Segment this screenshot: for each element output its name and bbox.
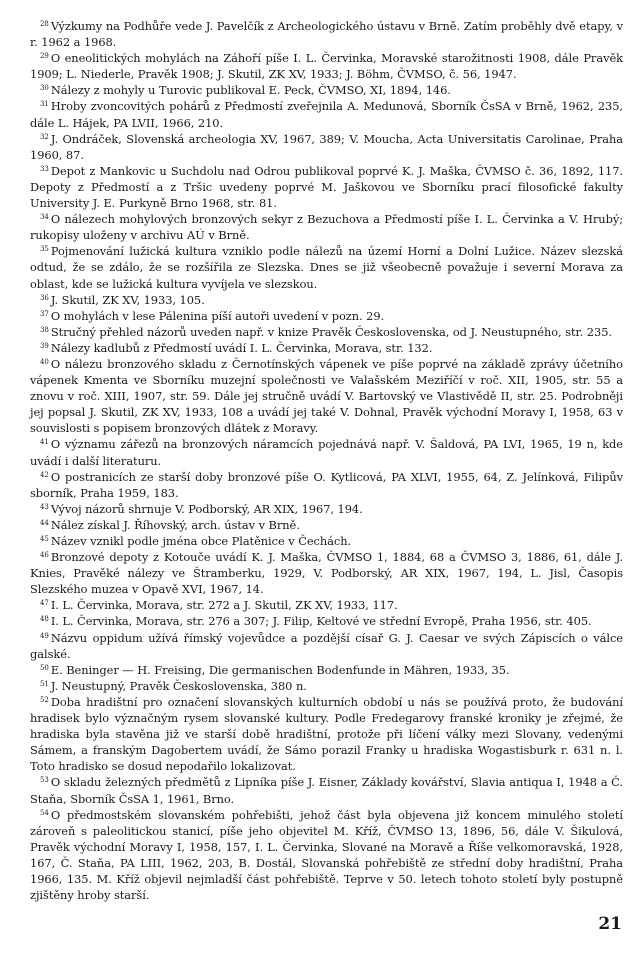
footnote-text: O významu zářezů na bronzových náramcích pojednává např. V. Šaldová, PA LVI, 1965, 19 n, kde uvádí i další literaturu. (30, 437, 623, 468)
footnote-text: O eneolitických mohylách na Záhoří píše I. L. Červinka, Moravské starožitnosti 1908, dále Pravěk 1909; L. Niederle, Pravěk 1908; J. Skutil, ZK XV, 1933; J. Böhm, ČVMSO, č. 56, 1947. (30, 51, 623, 82)
footnote-number: 52 (40, 695, 49, 704)
footnote-53 (30, 774, 623, 806)
footnote-number: 38 (40, 325, 49, 334)
footnote-text: J. Ondráček, Slovenská archeologia XV, 1967, 389; V. Moucha, Acta Universitatis Carolinae, Praha 1960, 87. (30, 131, 623, 162)
footnote-number: 42 (40, 470, 49, 479)
footnote-text: O mohylách v lese Pálenina píší autoři uvedení v pozn. 29. (50, 308, 385, 323)
footnote-number: 44 (40, 518, 49, 527)
page-number: 21 (598, 914, 622, 934)
footnote-text: Výzkumy na Podhůře vede J. Pavelčík z Archeologického ústavu v Brně. Zatím proběhly dvě etapy, v r. 1962 a 1968. (30, 19, 623, 50)
footnote-47 (30, 597, 623, 613)
footnote-51 (30, 678, 623, 694)
footnote-text: J. Neustupný, Pravěk Československa, 380 n. (50, 678, 307, 693)
footnote-text: Názvu oppidum užívá římský vojevůdce a pozdější císař G. J. Caesar ve svých Zápiscích o válce galské. (30, 630, 623, 661)
footnote-text: Nálezy kadlubů z Předmostí uvádí I. L. Červinka, Morava, str. 132. (50, 340, 433, 355)
footnote-number: 37 (40, 309, 49, 318)
footnote-41 (30, 436, 623, 468)
footnote-text: Nález získal J. Říhovský, arch. ústav v Brně. (50, 517, 300, 532)
footnote-text: Vývoj názorů shrnuje V. Podborský, AR XIX, 1967, 194. (50, 501, 363, 516)
footnote-35 (30, 243, 623, 291)
footnote-number: 46 (40, 551, 49, 560)
footnote-text: O postranicích ze starší doby bronzové píše O. Kytlicová, PA XLVI, 1955, 64, Z. Jelínková, Filipův sborník, Praha 1959, 183. (30, 469, 623, 500)
footnote-text: O skladu železných předmětů z Lipníka píše J. Eisner, Základy kovářství, Slavia antiqua I, 1948 a Č. Staňa, Sborník ČsSA 1, 1961, Brno. (30, 775, 623, 806)
footnote-30 (30, 82, 623, 98)
footnote-number: 35 (40, 245, 49, 254)
footnote-32 (30, 131, 623, 163)
footnote-text: Doba hradištní pro označení slovanských kulturních období u nás se používá proto, že budování hradisek bylo význačným rysem slovanské kultury. Podle Fredegarovy franské kroniky je zřejmé, že hradiska byla stavěna již ve starší době hradištní, protože při líčení války mezi Slovany, vedenými Sámem, a franským Dagobertem uvádí, že Sámo porazil Franky u hradiska Wogastisburk r. 631 n. l. Toto hradisko se dosud nepodařilo lokalizovat. (30, 694, 623, 774)
footnote-number: 45 (40, 535, 49, 543)
footnote-54 (30, 807, 623, 904)
footnote-text: E. Beninger — H. Freising, Die germanischen Bodenfunde in Mähren, 1933, 35. (50, 662, 510, 677)
footnote-number: 33 (40, 164, 49, 173)
footnote-43 (30, 501, 623, 517)
footnote-text: O nálezu bronzového skladu z Černotínských vápenek ve píše poprvé na základě zprávy účetního vápenek Kmenta ve Sborníku muzejní společnosti ve Valašském Meziříčí v roč. XII, 1905, str. 55 a znovu v roč. XIII, 1907, str. 59. Dále jej stručně uvádí V. Bartovský ve Vlastivědě II, str. 25. Podrobněji jej popsal J. Skutil, ZK XV, 1933, 108 a uvádí jej také V. Dohnal, Pravěk východní Moravy I, 1958, 63 v souvislosti s popisem bronzových dlátek z Moravy. (30, 356, 623, 436)
footnotes-section (30, 18, 623, 903)
footnote-number: 54 (40, 808, 49, 817)
footnote-text: Depot z Mankovic u Suchdolu nad Odrou publikoval poprvé K. J. Maška, ČVMSO č. 36, 1892, 117. Depoty z Předmostí a z Tršic uvedeny poprvé M. Jaškovou ve Sborníku prací filosofické fakulty University J. E. Purkyně Brno 1968, str. 81. (30, 163, 623, 211)
footnote-46 (30, 549, 623, 597)
footnote-text: O nálezech mohylových bronzových sekyr z Bezuchova a Předmostí píše I. L. Červinka a V. Hrubý; rukopisy uloženy v archivu AÚ v Brně. (30, 212, 623, 243)
footnote-text: I. L. Červinka, Morava, str. 276 a 307; J. Filip, Keltové ve střední Evropě, Praha 1956, str. 405. (50, 614, 592, 629)
footnote-31 (30, 98, 623, 130)
footnote-text: Bronzové depoty z Kotouče uvádí K. J. Maška, ČVMSO 1, 1884, 68 a ČVMSO 3, 1886, 61, dále J. Knies, Pravěké nálezy ve Štramberku, 1929, V. Podborský, AR XIX, 1967, 194, L. Jisl, Časopis Slezského muzea v Opavě XVI, 1967, 14. (30, 550, 623, 597)
footnote-text: Stručný přehled názorů uveden např. v knize Pravěk Československa, od J. Neustupného, str. 235. (50, 324, 612, 339)
footnote-text: O předmostském slovanském pohřebišti, jehož část byla objevena již koncem minulého století zároveň s paleolitickou stanicí, píše jeho objevitel M. Kříž, ČVMSO 13, 1896, 56, dále V. Šikulová, Pravěk východní Moravy I, 1958, 157, I. L. Červinka, Slované na Moravě a Říše velkomoravská, 1928, 167, Č. Staňa, PA LIII, 1962, 203, B. Dostál, Slovanská pohřebiště ze střední doby hradištní, Praha 1966, 135. M. Kříž objevil nejmladší část pohřebiště. Teprve v 50. letech tohoto století byly postupně zjištěny hroby starší. (30, 807, 623, 903)
footnote-number: 41 (40, 438, 49, 447)
footnote-29 (30, 50, 623, 82)
footnote-number: 50 (40, 663, 49, 672)
footnote-number: 29 (40, 52, 49, 61)
footnote-37 (30, 308, 623, 324)
footnote-number: 53 (40, 776, 49, 785)
footnote-text: Nálezy z mohyly u Turovic publikoval E. Peck, ČVMSO, XI, 1894, 146. (50, 83, 451, 98)
footnote-28 (30, 18, 623, 50)
footnote-40 (30, 356, 623, 436)
footnote-number: 48 (40, 615, 49, 624)
footnote-number: 39 (40, 341, 49, 350)
footnote-number: 47 (40, 599, 49, 608)
footnote-39 (30, 340, 623, 356)
footnote-number: 34 (40, 213, 49, 222)
footnote-48 (30, 613, 623, 629)
footnote-number: 32 (40, 132, 49, 141)
footnote-number: 40 (40, 357, 49, 366)
footnote-52 (30, 694, 623, 774)
footnote-49 (30, 630, 623, 662)
footnote-50 (30, 662, 623, 678)
footnote-number: 43 (40, 502, 49, 511)
footnote-text: Pojmenování lužická kultura vzniklo podle nálezů na území Horní a Dolní Lužice. Název slezská odtud, že se zdálo, že se rozšířila ze Slezska. Dnes se již všeobecně považuje i severní Morava za oblast, kde se lužická kultura vyvíjela ve slezskou. (30, 244, 623, 291)
footnote-text: J. Skutil, ZK XV, 1933, 105. (50, 292, 205, 307)
footnote-36 (30, 292, 623, 308)
footnote-44 (30, 517, 623, 533)
footnote-number: 36 (40, 293, 49, 302)
footnote-34 (30, 211, 623, 243)
footnote-text: I. L. Červinka, Morava, str. 272 a J. Skutil, ZK XV, 1933, 117. (50, 598, 398, 613)
footnote-33 (30, 163, 623, 211)
footnote-42 (30, 469, 623, 501)
footnote-text: Název vznikl podle jména obce Platěnice v Čechách. (50, 534, 352, 548)
footnote-text: Hroby zvoncovitých pohárů z Předmostí zveřejnila A. Medunová, Sborník ČsSA v Brně, 1962, 235, dále L. Hájek, PA LVII, 1966, 210. (30, 99, 623, 130)
footnote-number: 28 (40, 20, 49, 28)
footnote-number: 49 (40, 631, 49, 640)
footnote-38 (30, 324, 623, 340)
footnote-number: 51 (40, 679, 49, 688)
footnote-number: 31 (40, 100, 49, 109)
footnote-45 (30, 533, 623, 549)
footnote-number: 30 (40, 84, 49, 93)
